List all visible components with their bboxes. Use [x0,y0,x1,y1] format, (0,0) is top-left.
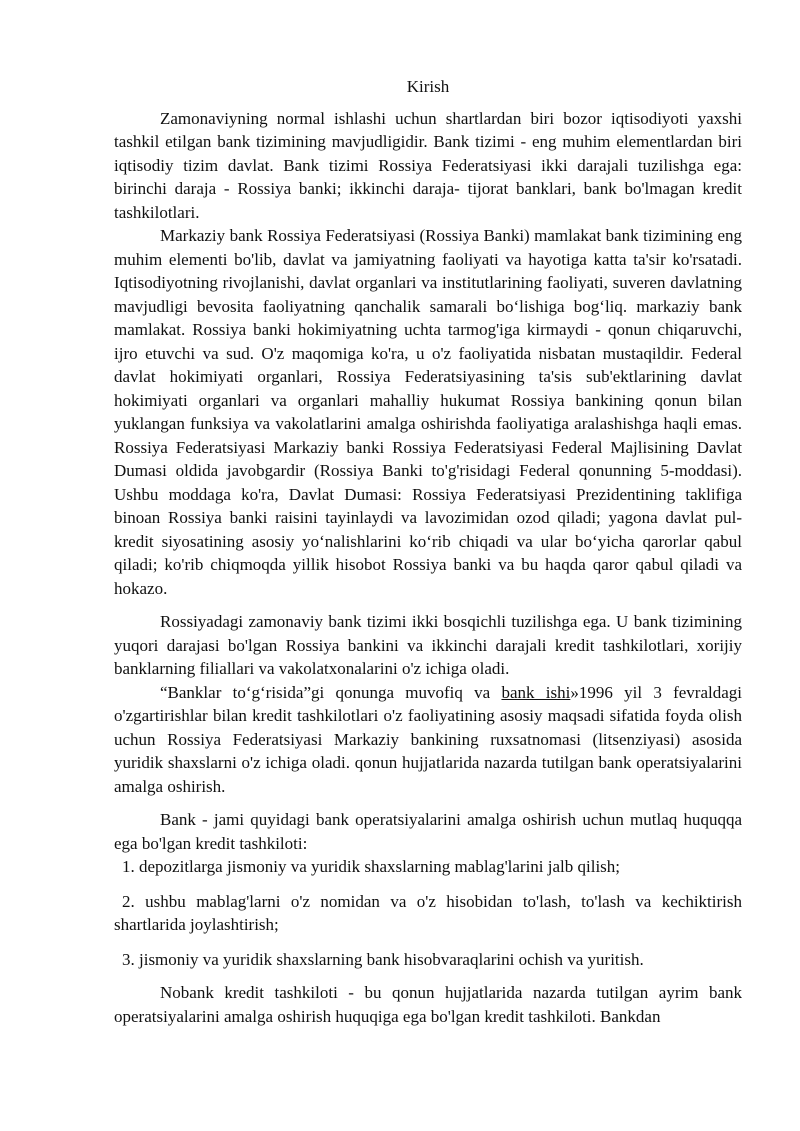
list-item: 3. jismoniy va yuridik shaxslarning bank hisobvaraqlarini ochish va yuritish. [122,949,644,969]
document-body [114,75,742,1028]
banking-law-text-end: »1996 yil 3 fevraldagi o'zgartirishlar bilan kredit tashkilotlari o'z faoliyatining asosiy maqsadi sifatida foyda olish uchun Rossiya Federatsiyasi Markaziy bankining ruxsatnomasi (litsenziyasi) asosida yuridik shaxslarni o'z ichiga oladi. qonun hujjatlarida nazarda tutilgan bank operatsiyalarini amalga oshirish. [114,682,742,796]
paragraph-bank-definition: Bank - jami quyidagi bank operatsiyalarini amalga oshirish uchun mutlaq huquqqa ega bo'lgan kredit tashkiloti: [114,810,742,853]
paragraph-intro: Zamonaviyning normal ishlashi uchun shartlardan biri bozor iqtisodiyoti yaxshi tashkil etilgan bank tizimining mavjudligidir. Bank tizimi - eng muhim elementlardan biri iqtisodiy tizim davlat. Bank tizimi Rossiya Federatsiyasi ikki darajali tuzilishga ega: birinchi daraja - Rossiya banki; ikkinchi daraja- tijorat banklari, bank bo'lmagan kredit tashkilotlari. [114,108,742,222]
paragraph-two-tier-system: Rossiyadagi zamonaviy bank tizimi ikki bosqichli tuzilishga ega. U bank tizimining yuqori darajasi bo'lgan Rossiya bankini va ikkinchi darajali kredit tashkilotlari, xorijiy banklarning filiallari va vakolatxonalarini o'z ichiga oladi. [114,612,742,678]
list-item: 1. depozitlarga jismoniy va yuridik shaxslarning mablag'larini jalb qilish; [122,857,621,876]
paragraph-banking-law [114,681,742,799]
banking-law-text-start: “Banklar to‘g‘risida”gi qonunga muvofiq va [160,682,502,702]
paragraph-nonbank: Nobank kredit tashkiloti - bu qonun hujjatlarida nazarda tutilgan ayrim bank operatsiyalarini amalga oshirish huquqiga ega bo'lgan kredit tashkiloti. Bankdan [114,983,742,1026]
bank-ishi-link[interactable]: bank ishi [501,682,571,702]
page-title: Kirish [406,77,450,96]
list-item: 2. ushbu mablag'larni o'z nomidan va o'z hisobidan to'lash, to'lash va kechiktirish shartlarida joylashtirish; [114,891,742,934]
paragraph-central-bank: Markaziy bank Rossiya Federatsiyasi (Rossiya Banki) mamlakat bank tizimining eng muhim elementi bo'lib, davlat va jamiyatning faoliyati va hayotiga katta ta'sir ko'rsatadi. Iqtisodiyotning rivojlanishi, davlat organlari va institutlarining faoliyati, suveren davlatning mavjudligi bevosita faoliyatning qanchalik samarali bo‘lishiga bog‘liq. markaziy bank mamlakat. Rossiya banki hokimiyatning uchta tarmog'iga kirmaydi - qonun chiqaruvchi, ijro etuvchi va sud. O'z maqomiga ko'ra, u o'z faoliyatida nisbatan mustaqildir. Federal davlat hokimiyati organlari, Rossiya Federatsiyasining ta'sis sub'ektlarining davlat hokimiyati organlari va organlari mahalliy hukumat Rossiya bankining qonun bilan yuklangan funksiya va vakolatlarini amalga oshirishda faoliyatiga aralashishga haqli emas. Rossiya Federatsiyasi Markaziy banki Rossiya Federatsiyasi Federal Majlisining Davlat Dumasi oldida javobgardir (Rossiya Banki to'g'risidagi Federal qonunning 5-moddasi). Ushbu moddaga ko'ra, Davlat Dumasi: Rossiya Federatsiyasi Prezidentining taklifiga binoan Rossiya banki raisini tayinlaydi va lavozimidan ozod qiladi; yagona davlat pul-kredit siyosatining asosiy yo‘nalishlarini ko‘rib chiqadi va ular bo‘yicha qarorlar qabul qiladi; ko'rib chiqmoqda yillik hisobot Rossiya banki va bu haqda qaror qabul qiladi va hokazo. [114,226,742,598]
